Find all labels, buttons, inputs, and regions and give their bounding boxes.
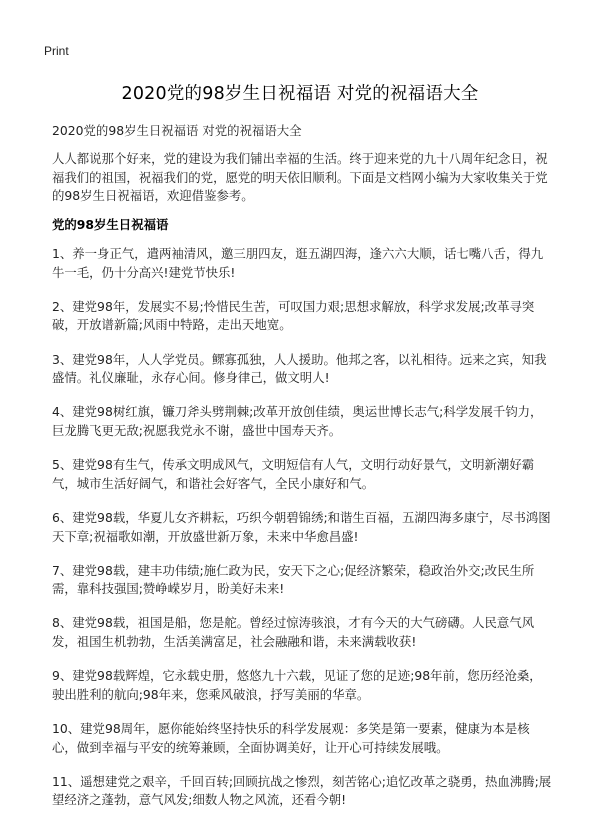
list-item: 7、建党98载，建丰功伟绩;施仁政为民，安天下之心;促经济繁荣，稳政治外交;改民生所需，靠科技强国;赞峥嵘岁月，盼美好未来! [52,562,535,597]
list-item: 11、遥想建党之艰辛，千回百转;回顾抗战之惨烈，刻苦铭心;追忆改革之骁勇，热血沸腾;展望经济之蓬勃，意气风发;细数人物之风流，还看今朝! [52,773,552,808]
list-item: 10、建党98周年，愿你能始终坚持快乐的科学发展观：多笑是第一要素，健康为本是核心，做到幸福与平安的统筹兼顾，全面协调美好，让开心可持续发展哦。 [52,721,530,755]
list-item: 1、养一身正气，遣两袖清风，邀三朋四友，逛五湖四海，逢六六大顺，话七嘴八舌，得九牛一毛，仍十分高兴!建党节快乐! [52,246,544,280]
greeting-list [52,245,552,826]
list-item: 6、建党98载，华夏儿女齐耕耘，巧织今朝碧锦绣;和谐生百福，五湖四海多康宁，尽书鸿图天下章;祝福歌如潮，开放盛世新万象，未来中华愈昌盛! [52,509,551,544]
list-item: 9、建党98载辉煌，它永载史册，悠悠九十六载，见证了您的足迹;98年前，您历经沧桑，驶出胜利的航向;98年来，您乘风破浪，抒写美丽的华章。 [52,668,542,702]
document-title: 2020党的98岁生日祝福语 对党的祝福语大全 [121,84,479,104]
list-item: 3、建党98年，人人学党员。鳏寡孤独，人人援助。他邦之客，以礼相待。远来之宾，知我盛情。礼仪廉耻，永存心间。修身律己，做文明人! [52,351,547,386]
list-item: 5、建党98有生气，传承文明成风气，文明短信有人气，文明行动好景气，文明新潮好霸气，城市生活好阔气，和谐社会好客气，全民小康好和气。 [52,457,535,491]
print-link[interactable]: Print [44,44,69,58]
list-item: 4、建党98树红旗，镰刀斧头劈荆棘;改革开放创佳绩，奥运世博长志气;科学发展千钧力，巨龙腾飞更无敌;祝愿我党永不谢，盛世中国寿天齐。 [52,404,543,438]
intro-paragraph: 人人都说那个好来，党的建设为我们铺出幸福的生活。终于迎来党的九十八周年纪念日，祝福我们的祖国，祝福我们的党，愿党的明天依旧顺利。下面是文档网小编为大家收集关于党的98岁生日祝福语，欢迎借鉴参考。 [52,151,548,203]
section-heading: 党的98岁生日祝福语 [52,217,169,232]
list-item: 2、建党98年，发展实不易;怜惜民生苦，可叹国力艰;思想求解放，科学求发展;改革寻突破，开放谱新篇;风雨中特路，走出天地宽。 [52,298,535,333]
list-item: 8、建党98载，祖国是船，您是舵。曾经过惊涛骇浪，才有今天的大气磅礴。人民意气风发，祖国生机勃勃，生活美满富足，社会融融和谐，未来满载收获! [52,615,535,650]
document-subtitle: 2020党的98岁生日祝福语 对党的祝福语大全 [52,123,302,138]
